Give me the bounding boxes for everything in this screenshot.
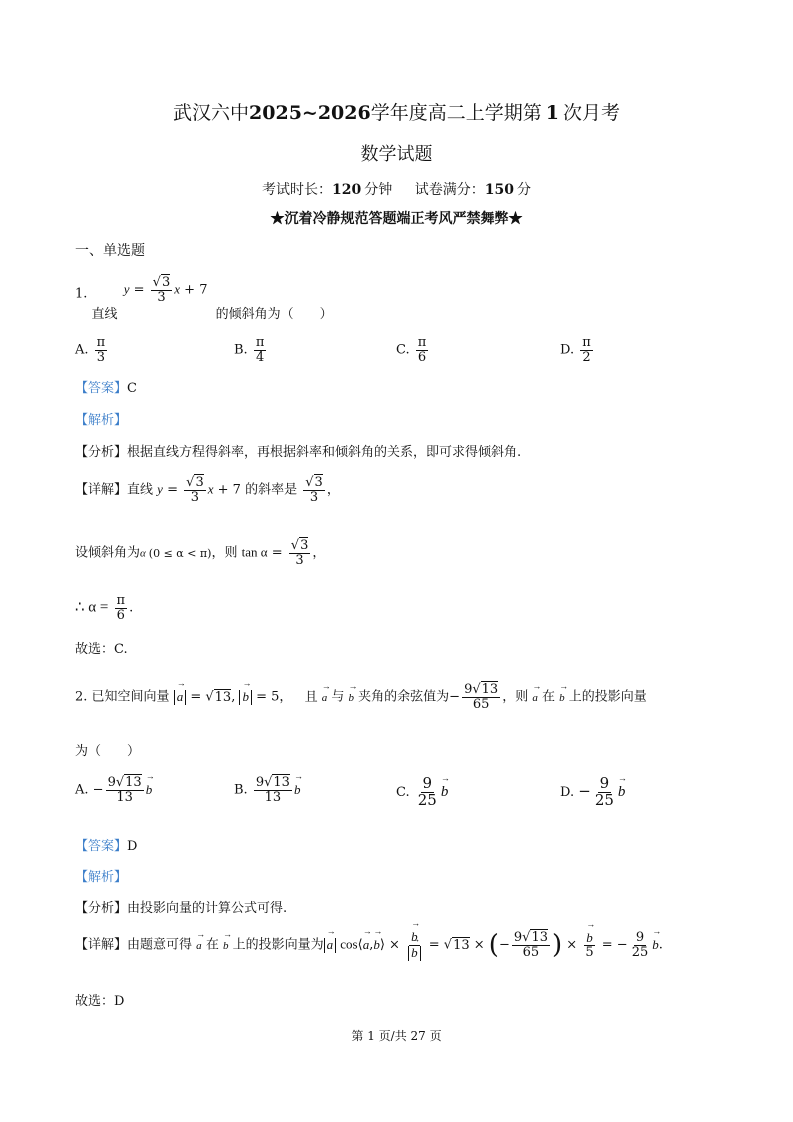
q1-detail: 【详解】直线 y = $\frac{√3}{3}$ x + 7 的斜率是 $\frac{√3}{3}$ ，: [75, 475, 340, 505]
q1-option-b[interactable]: B. $\frac{\pi}{4}$: [234, 335, 265, 365]
page-subtitle: 数学试题: [360, 144, 433, 165]
q2-stem: 2. 已知空间向量 → a = √13, → b = 5， 且 → a 与 → b 夹角的余弦值为− $\frac{9√13}{65}$ ，则 → a 在 → b 上的投影向量: [75, 683, 647, 711]
exam-info: 考试时长：120 分钟 试卷满分：150 分: [262, 182, 531, 198]
q1-stem: 1. 直线 y = $\frac{√3}{3}$ x + 7 的倾斜角为（ ）: [75, 275, 333, 322]
q1-option-a[interactable]: A. $\frac{\pi}{3}$: [75, 335, 106, 365]
q1-fenxi: 【分析】根据直线方程得斜率，再根据斜率和倾斜角的关系，即可求得倾斜角.: [75, 445, 522, 460]
q2-option-b[interactable]: B. $\frac{9√13}{13}$ → b: [234, 776, 300, 804]
q1-set-angle: 设倾斜角为α (0 ≤ α < π)，则 tan α = $\frac{√3}{3}$ ，: [75, 538, 326, 568]
page-footer: 第 1 页/共 27 页: [351, 1029, 442, 1043]
q2-stem-wrap: 为（ ）: [75, 744, 141, 759]
q1-analysis-tag: 【解析】: [75, 413, 128, 428]
q2-option-a[interactable]: A. − $\frac{9√13}{13}$ → b: [75, 776, 152, 804]
section-heading: 一、单选题: [75, 243, 145, 259]
q1-choose: 故选：C.: [75, 642, 128, 657]
q1-equation: y = $\frac{√3}{3}$ x + 7: [123, 275, 208, 305]
exam-motto: ★沉着冷静规范答题端正考风严禁舞弊★: [270, 211, 523, 227]
q2-fenxi: 【分析】由投影向量的计算公式可得.: [75, 901, 288, 916]
q2-analysis-tag: 【解析】: [75, 870, 128, 885]
q1-option-c[interactable]: C. $\frac{\pi}{6}$: [396, 335, 427, 365]
page-title: 武汉六中2025~2026学年度高二上学期第 1 次月考: [173, 102, 620, 124]
q2-choose: 故选：D: [75, 994, 125, 1009]
q1-conclusion: ∴ α = $\frac{\pi}{6}$ .: [75, 593, 134, 623]
q2-answer: 【答案】D: [75, 839, 138, 854]
q1-answer: 【答案】C: [75, 381, 137, 396]
q1-option-d[interactable]: D. $\frac{\pi}{2}$: [560, 335, 591, 365]
q2-option-d[interactable]: D. − $\frac{9}{25}$ → b: [560, 776, 625, 809]
q2-option-c[interactable]: C. $\frac{9}{25}$ → b: [396, 776, 448, 809]
q2-detail: 【详解】由题意可得 → a 在 → b 上的投影向量为→ a cos⟨→ a,→ b⟩ × → b → b = √13 × (− $\frac{9√13}{65}$ ) × → $\frac{b}{5}$ = − $\frac{9}{25}$ → b.: [75, 930, 663, 960]
